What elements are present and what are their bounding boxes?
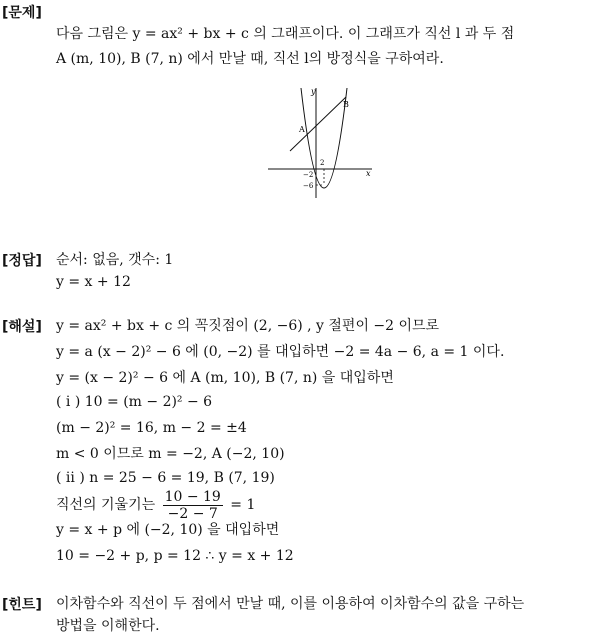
solution-line-4: ( i ) 10 = (m − 2)² − 6 bbox=[56, 394, 213, 410]
problem-line-1: 다음 그림은 y = ax² + bx + c 의 그래프이다. 이 그래프가 직선 l 과 두 점 bbox=[56, 26, 515, 42]
answer-line-2: y = x + 12 bbox=[56, 274, 131, 290]
solution-line-3: y = (x − 2)² − 6 에 A (m, 10), B (7, n) 을 대입하면 bbox=[56, 370, 394, 386]
point-a-label: A bbox=[299, 125, 305, 134]
slope-fraction bbox=[163, 489, 223, 522]
solution-line-2: y = a (x − 2)² − 6 에 (0, −2) 를 대입하면 −2 = 4a − 6, a = 1 이다. bbox=[56, 344, 505, 360]
x-axis-label: x bbox=[366, 169, 371, 178]
y-axis-label: y bbox=[311, 88, 316, 96]
problem-line-2: A (m, 10), B (7, n) 에서 만날 때, 직선 l의 방정식을 구하여라. bbox=[56, 51, 444, 67]
solution-line-9: y = x + p 에 (−2, 10) 을 대입하면 bbox=[56, 522, 280, 538]
slope-denominator: −2 − 7 bbox=[167, 505, 218, 522]
slope-result: = 1 bbox=[230, 497, 256, 513]
slope-text: 직선의 기울기는 bbox=[56, 497, 156, 513]
solution-line-5: (m − 2)² = 16, m − 2 = ±4 bbox=[56, 420, 247, 436]
slope-numerator: 10 − 19 bbox=[164, 488, 221, 505]
parabola-graph bbox=[268, 88, 378, 200]
solution-line-6: m < 0 이므로 m = −2, A (−2, 10) bbox=[56, 446, 285, 462]
solution-label: [해설] bbox=[2, 319, 42, 335]
tick-neg6: −6 bbox=[303, 182, 314, 190]
solution-line-8 bbox=[56, 488, 255, 522]
solution-line-10: 10 = −2 + p, p = 12 ∴ y = x + 12 bbox=[56, 548, 294, 564]
hint-line-1: 이차함수와 직선이 두 점에서 만날 때, 이를 이용하여 이차함수의 값을 구하는 bbox=[56, 596, 525, 612]
line-l bbox=[290, 97, 346, 151]
tick-neg2: −2 bbox=[303, 171, 314, 179]
problem-label: [문제] bbox=[2, 5, 42, 21]
answer-label: [정답] bbox=[2, 253, 42, 269]
solution-line-1: y = ax² + bx + c 의 꼭짓점이 (2, −6) , y 절편이 −2 이므로 bbox=[56, 318, 440, 334]
hint-label: [힌트] bbox=[2, 597, 42, 613]
tick-2: 2 bbox=[320, 159, 325, 167]
solution-line-7: ( ii ) n = 25 − 6 = 19, B (7, 19) bbox=[56, 470, 275, 486]
answer-line-1: 순서: 없음, 갯수: 1 bbox=[56, 252, 174, 268]
hint-line-2: 방법을 이해한다. bbox=[56, 618, 160, 634]
point-b-label: B bbox=[343, 100, 349, 109]
